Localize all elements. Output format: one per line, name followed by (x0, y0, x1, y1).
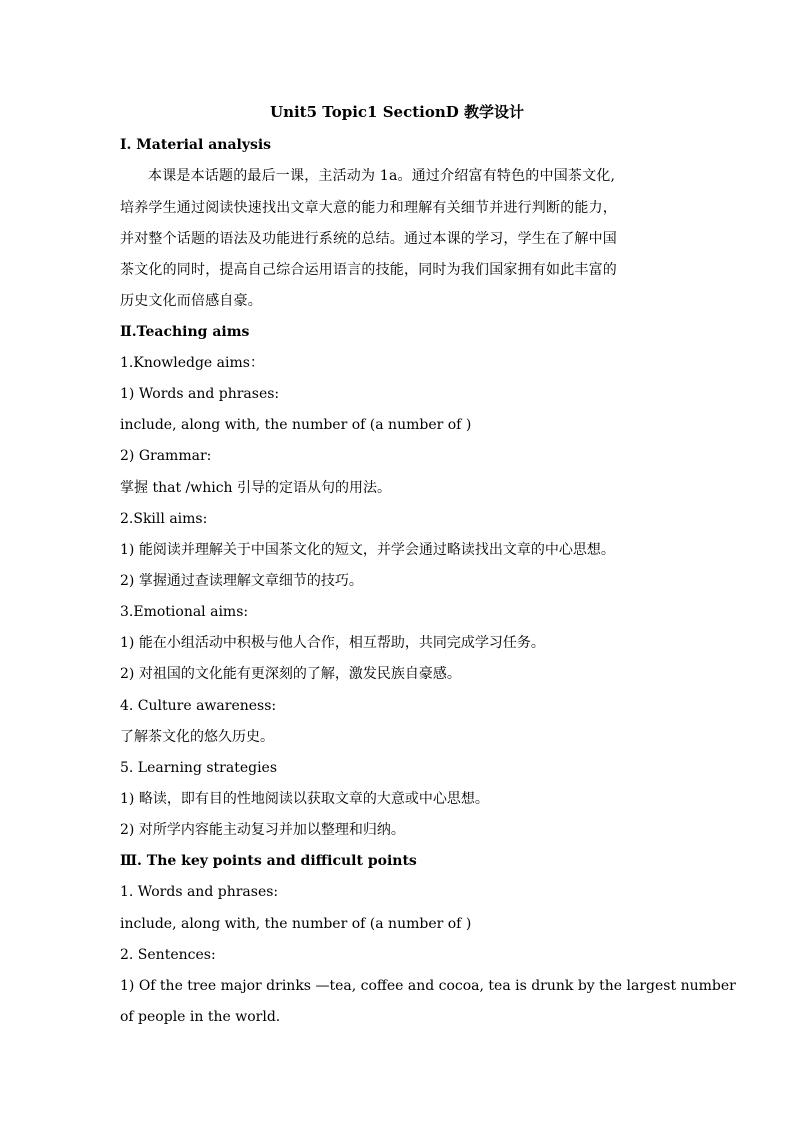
paragraph-line: 历史文化而倍感自豪。 (120, 293, 262, 309)
section-heading-material-analysis: Ⅰ. Material analysis (120, 137, 272, 153)
list-item: 2) Grammar: (120, 448, 212, 464)
paragraph-line: 茶文化的同时，提高自己综合运用语言的技能，同时为我们国家拥有如此丰富的 (120, 262, 617, 278)
list-item: 掌握 that /which 引导的定语从句的用法。 (120, 480, 392, 496)
list-item: 2) 对祖国的文化能有更深刻的了解，激发民族自豪感。 (120, 666, 461, 682)
list-item: 1. Words and phrases: (120, 884, 279, 900)
list-item: 1.Knowledge aims： (120, 355, 264, 371)
section-heading-teaching-aims: Ⅱ.Teaching aims (120, 324, 250, 340)
list-item: 2) 掌握通过查读理解文章细节的技巧。 (120, 573, 363, 589)
paragraph-line: 培养学生通过阅读快速找出文章大意的能力和理解有关细节并进行判断的能力， (120, 200, 617, 216)
paragraph-line: 本课是本话题的最后一课，主活动为 1a。通过介绍富有特色的中国茶文化, (148, 168, 616, 184)
list-item: 1) Words and phrases: (120, 386, 280, 402)
list-item: 了解茶文化的悠久历史。 (120, 729, 274, 745)
list-item: 1) Of the tree major drinks —tea, coffee and cocoa, tea is drunk by the largest number (120, 978, 736, 994)
list-item: 1) 略读，即有目的性地阅读以获取文章的大意或中心思想。 (120, 791, 489, 807)
list-item: include, along with, the number of (a number of ) (120, 417, 472, 433)
paragraph-line: 并对整个话题的语法及功能进行系统的总结。通过本课的学习，学生在了解中国 (120, 231, 617, 247)
list-item: 4. Culture awareness: (120, 698, 277, 714)
list-item: 1) 能在小组活动中积极与他人合作，相互帮助，共同完成学习任务。 (120, 635, 545, 651)
list-item: 3.Emotional aims: (120, 604, 249, 620)
list-item: 5. Learning strategies (120, 760, 278, 776)
list-item: of people in the world. (120, 1009, 281, 1025)
list-item: 1) 能阅读并理解关于中国茶文化的短文，并学会通过略读找出文章的中心思想。 (120, 542, 615, 558)
document-title: Unit5 Topic1 SectionD 教学设计 (270, 103, 524, 121)
list-item: 2.Skill aims: (120, 511, 208, 527)
list-item: 2) 对所学内容能主动复习并加以整理和归纳。 (120, 822, 405, 838)
list-item: 2. Sentences: (120, 947, 216, 963)
section-heading-key-points: Ⅲ. The key points and difficult points (120, 853, 417, 869)
list-item: include, along with, the number of (a number of ) (120, 916, 472, 932)
